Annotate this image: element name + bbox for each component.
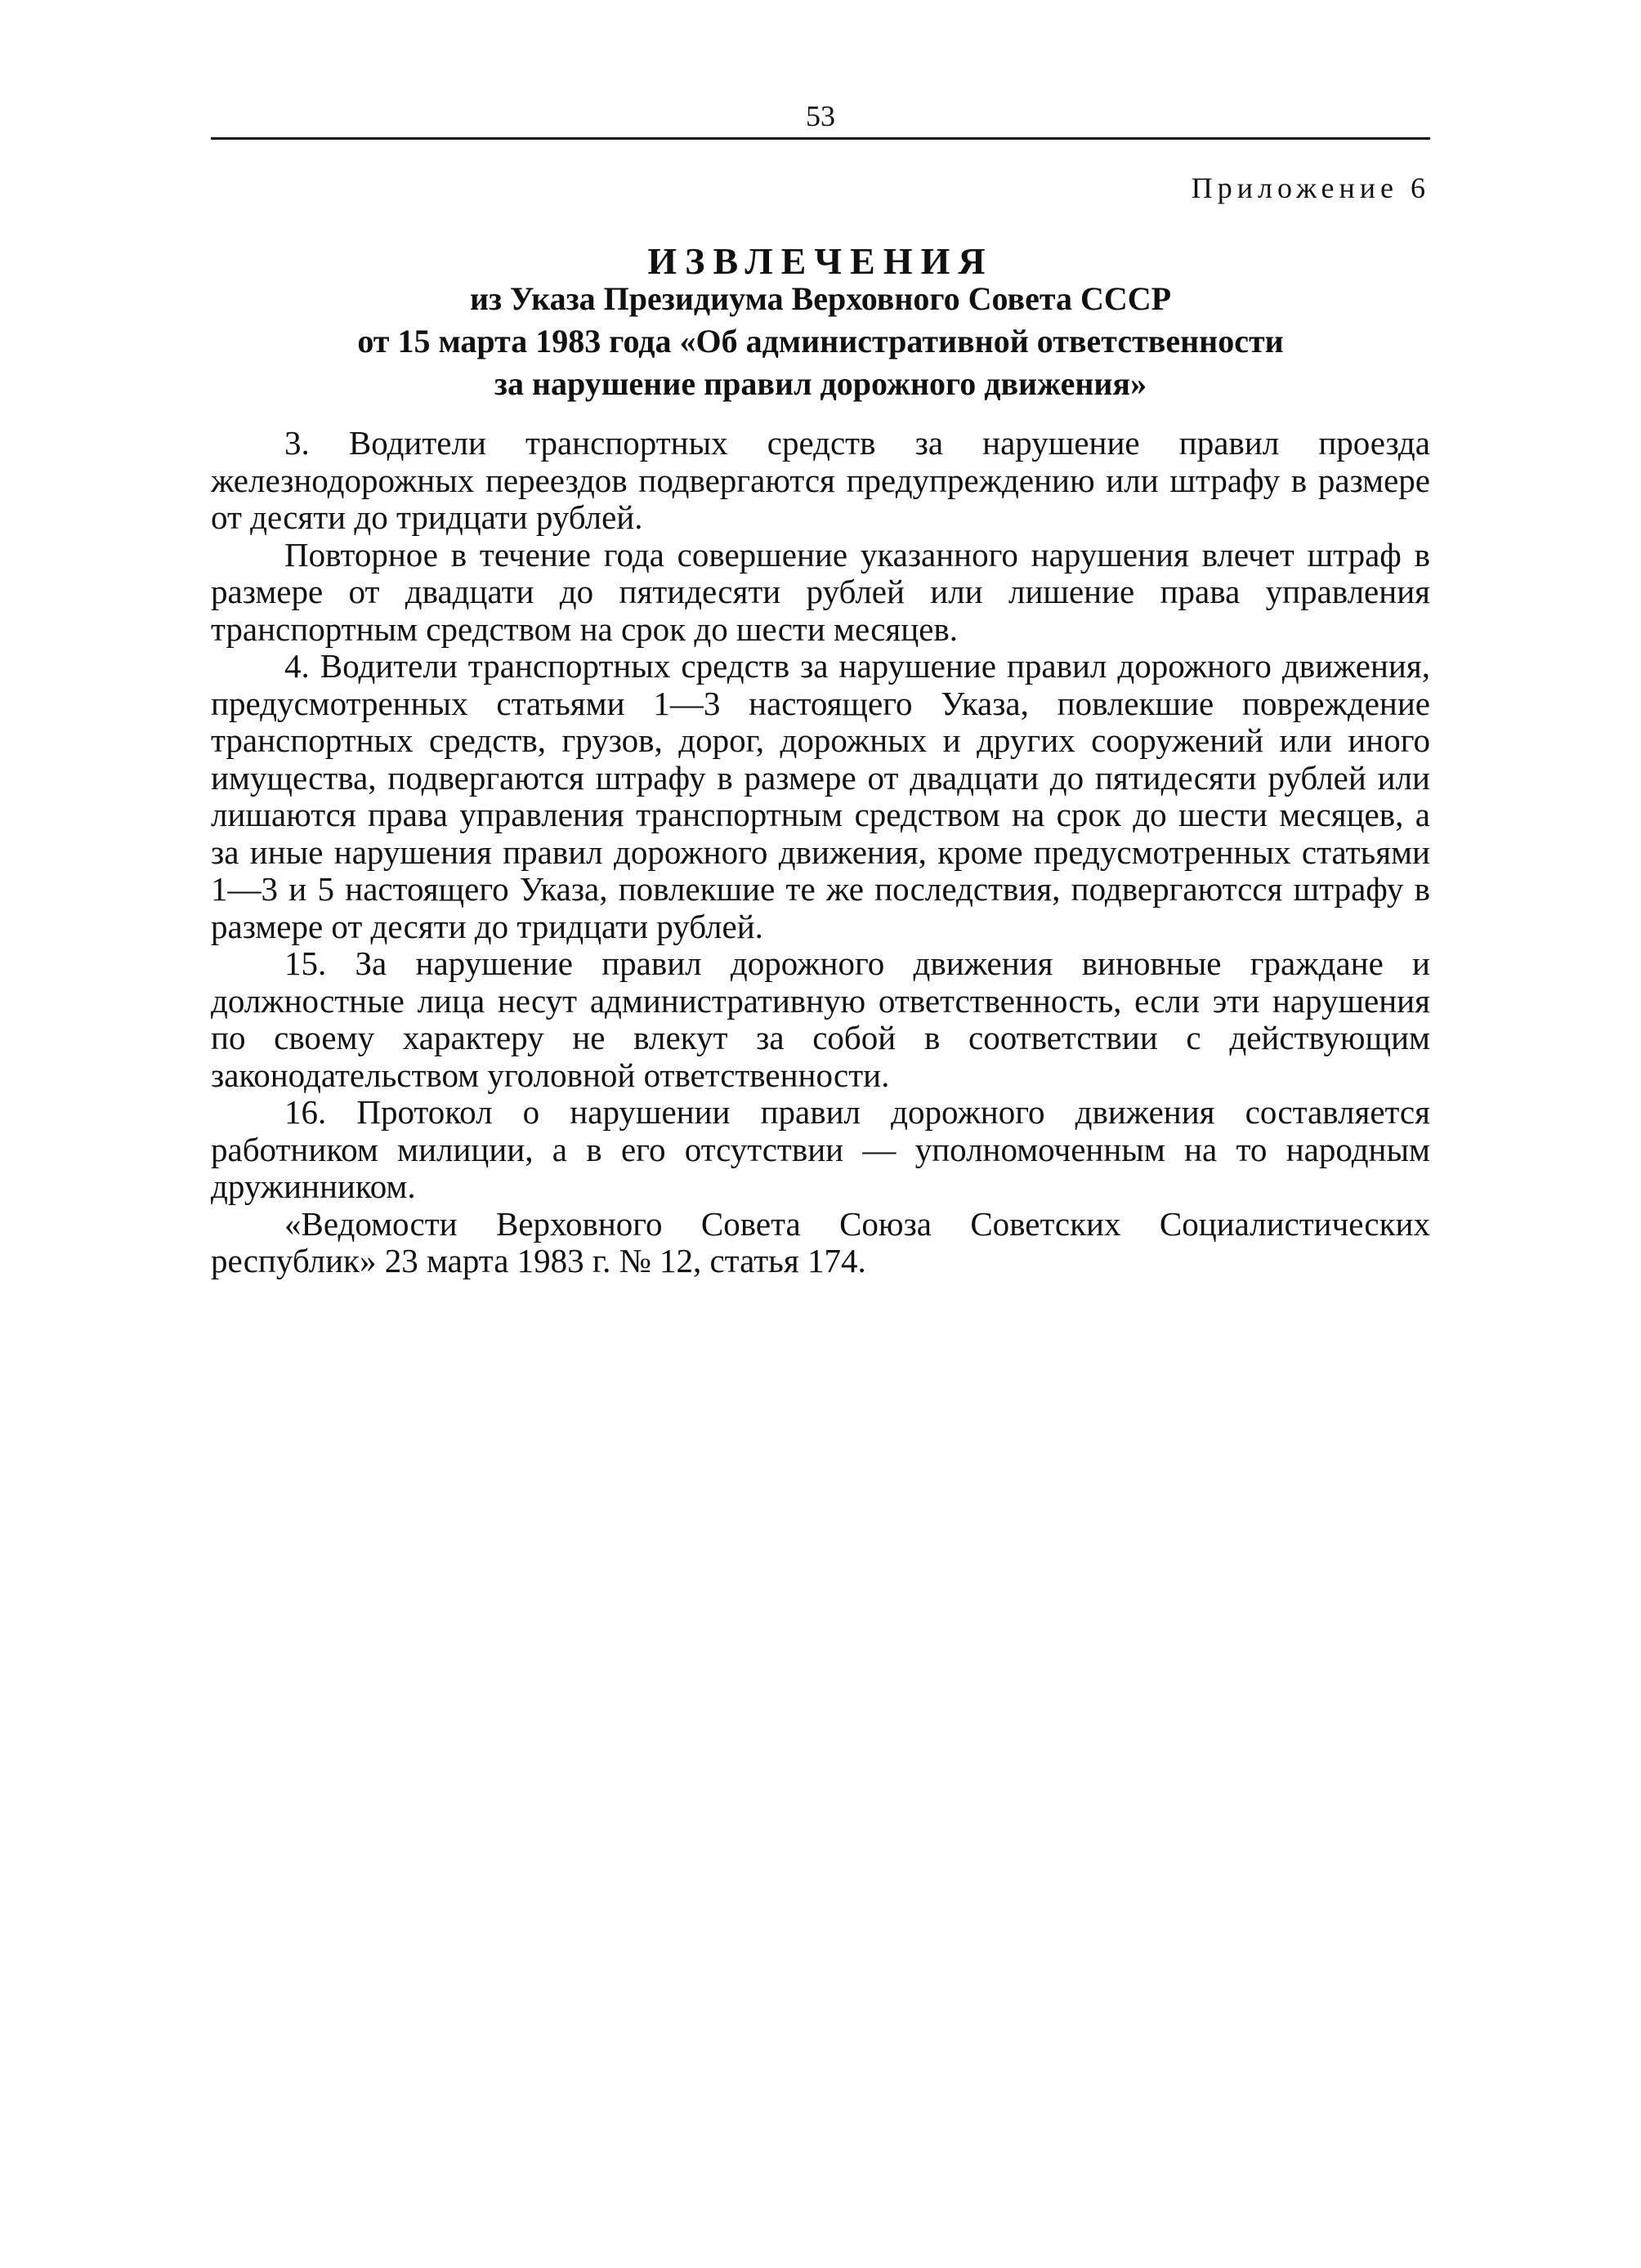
paragraph-source-citation: «Ведомости Верховного Совета Союза Советских Социалистических республик» 23 марта 1983 г. № 12, статья 174. <box>211 1204 1430 1279</box>
page-number: 53 <box>806 100 835 132</box>
header-rule <box>211 137 1430 140</box>
document-title: ИЗВЛЕЧЕНИЯ <box>647 240 994 282</box>
document-body <box>211 425 1430 1280</box>
subtitle-line: за нарушение правил дорожного движения» <box>494 365 1147 402</box>
paragraph-article-16: 16. Протокол о нарушении правил дорожного движения составляется работником милиции, а в его отсутствии — уполномоченным на то народным дружинником. <box>211 1093 1430 1205</box>
paragraph-article-3: 3. Водители транспортных средств за нарушение правил проезда железнодорожных переездов подвергаются предупреждению или штрафу в размере от десяти до тридцати рублей. <box>211 424 1430 536</box>
paragraph-article-15: 15. За нарушение правил дорожного движения виновные граждане и должностные лица несут административную ответственность, если эти нарушения по своему характеру не влекут за собой в соответствии с действующим законодательством уголовной ответственности. <box>211 944 1430 1094</box>
appendix-label: Приложение 6 <box>1191 172 1430 204</box>
subtitle-line: из Указа Президиума Верховного Совета СССР <box>469 280 1172 317</box>
document-subtitle <box>211 278 1430 405</box>
paragraph-repeat-violation: Повторное в течение года совершение указанного нарушения влечет штраф в размере от двадцати до пятидесяти рублей или лишение права управления транспортным средством на срок до шести месяцев. <box>211 535 1430 648</box>
subtitle-line: от 15 марта 1983 года «Об административной ответственности <box>357 323 1284 359</box>
paragraph-article-4: 4. Водители транспортных средств за нарушение правил дорожного движения, предусмотренных статьями 1—3 настоящего Указа, повлекшие повреждение транспортных средств, грузов, дорог, дорожных и других сооружений или иного имущества, подвергаются штрафу в размере от двадцати до пятидесяти рублей или лишаются права управления транспортным средством на срок до шести месяцев, а за иные нарушения правил дорожного движения, кроме предусмотренных статьями 1—3 и 5 настоящего Указа, повлекшие те же последствия, подвергаютсся штрафу в размере от десяти до тридцати рублей. <box>211 647 1430 945</box>
